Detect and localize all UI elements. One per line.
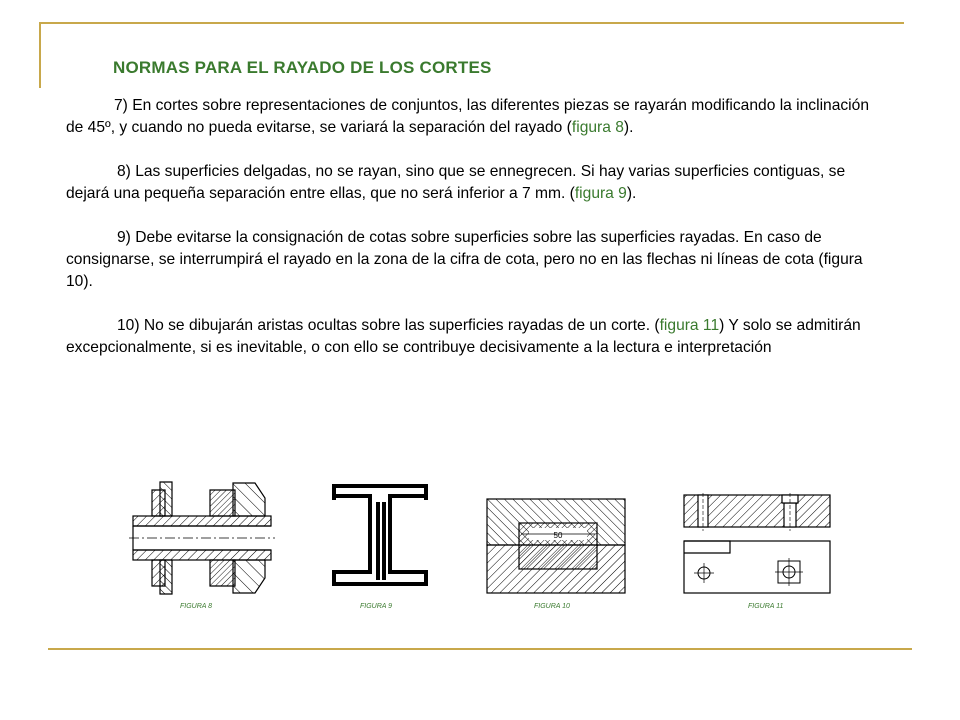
paragraph-9 — [66, 227, 886, 293]
paragraph-7-text: 7) En cortes sobre representaciones de conjuntos, las diferentes piezas se rayarán modificando la inclinación de 45º, y cuando no pueda evitarse, se variará la separación del rayado ( — [66, 97, 869, 136]
figure-10-dimension: 50 — [553, 531, 563, 540]
figure-9-label: FIGURA 9 — [360, 603, 393, 610]
figure-11-drawing — [680, 493, 830, 598]
figure-10-drawing — [485, 497, 630, 597]
paragraph-7 — [66, 95, 886, 139]
paragraph-8-end: ). — [626, 185, 637, 202]
figure-10-label: FIGURA 10 — [534, 603, 570, 610]
frame-top-line — [40, 22, 904, 24]
figure-8-drawing — [125, 478, 275, 598]
frame-bottom-line — [48, 648, 912, 650]
figura-11-link[interactable]: figura 11 — [659, 317, 720, 334]
frame-left-line — [39, 22, 41, 88]
paragraph-8-text: 8) Las superficies delgadas, no se rayan, sino que se ennegrecen. Si hay varias superficies contiguas, se dejará una pequeña separación entre ellas, que no será inferior a 7 mm. ( — [66, 163, 846, 202]
figura-9-link[interactable]: figura 9 — [574, 185, 627, 202]
page-title: NORMAS PARA EL RAYADO DE LOS CORTES — [113, 58, 492, 77]
paragraph-10-end: ) Y solo se admitirán excepcionalmente, si es inevitable, o con ello se contribuye decisivamente a la lectura e interpretación — [66, 317, 861, 356]
paragraph-10 — [66, 315, 886, 359]
figure-9-drawing — [330, 482, 430, 592]
paragraph-10-text: 10) No se dibujarán aristas ocultas sobre las superficies rayadas de un corte. ( — [117, 317, 660, 334]
paragraph-7-end: ). — [623, 119, 634, 136]
figure-8-label: FIGURA 8 — [180, 603, 213, 610]
paragraph-9-text: 9) Debe evitarse la consignación de cotas sobre superficies sobre las superficies rayadas. En caso de consignarse, se interrumpirá el rayado en la zona de la cifra de cota, pero no en las flechas ni líneas de cota (figura 10). — [66, 229, 863, 290]
body-text — [66, 95, 886, 381]
paragraph-8 — [66, 161, 886, 205]
figure-11-label: FIGURA 11 — [748, 603, 784, 610]
figura-8-link[interactable]: figura 8 — [571, 119, 624, 136]
